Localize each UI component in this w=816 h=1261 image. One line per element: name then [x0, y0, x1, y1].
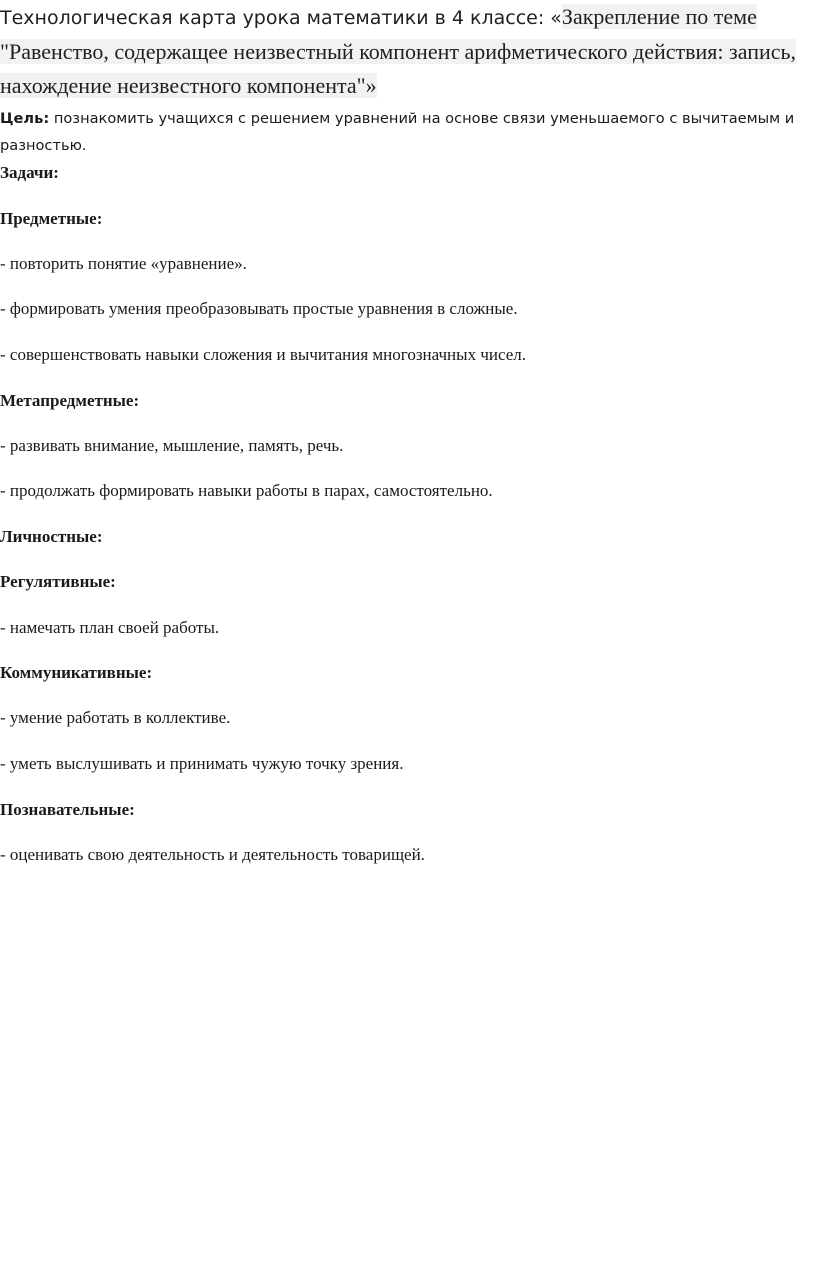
meta-heading: Метапредметные:	[0, 391, 140, 410]
goal-text: познакомить учащихся с решением уравнений на основе связи уменьшаемого с вычитаемым и разностью.	[0, 110, 795, 154]
communicative-item: - уметь выслушивать и принимать чужую точку зрения.	[0, 754, 404, 773]
title-topic: Закрепление по теме "Равенство, содержащее неизвестный компонент арифметического действия: запись, нахождение неизвестного компонента"	[0, 4, 797, 98]
document-title	[0, 0, 812, 103]
subject-item: - совершенствовать навыки сложения и вычитания многозначных чисел.	[0, 345, 526, 364]
title-prefix: Технологическая карта урока математики в 4 классе: «	[0, 7, 562, 29]
regulative-item: - намечать план своей работы.	[0, 618, 220, 637]
goal-label: Цель:	[0, 110, 50, 127]
subject-heading: Предметные:	[0, 209, 103, 228]
cognitive-heading: Познавательные:	[0, 800, 135, 819]
communicative-heading: Коммуникативные:	[0, 663, 153, 682]
cognitive-item: - оценивать свою деятельность и деятельность товарищей.	[0, 845, 425, 864]
tasks-heading: Задачи:	[0, 163, 59, 182]
meta-item: - продолжать формировать навыки работы в парах, самостоятельно.	[0, 481, 493, 500]
meta-item: - развивать внимание, мышление, память, речь.	[0, 436, 344, 455]
communicative-item: - умение работать в коллективе.	[0, 708, 231, 727]
regulative-heading: Регулятивные:	[0, 572, 116, 591]
personal-heading: Личностные:	[0, 527, 103, 546]
subject-item: - формировать умения преобразовывать простые уравнения в сложные.	[0, 299, 518, 318]
lesson-goal	[0, 105, 812, 159]
title-suffix: »	[365, 73, 377, 98]
subject-item: - повторить понятие «уравнение».	[0, 254, 247, 273]
